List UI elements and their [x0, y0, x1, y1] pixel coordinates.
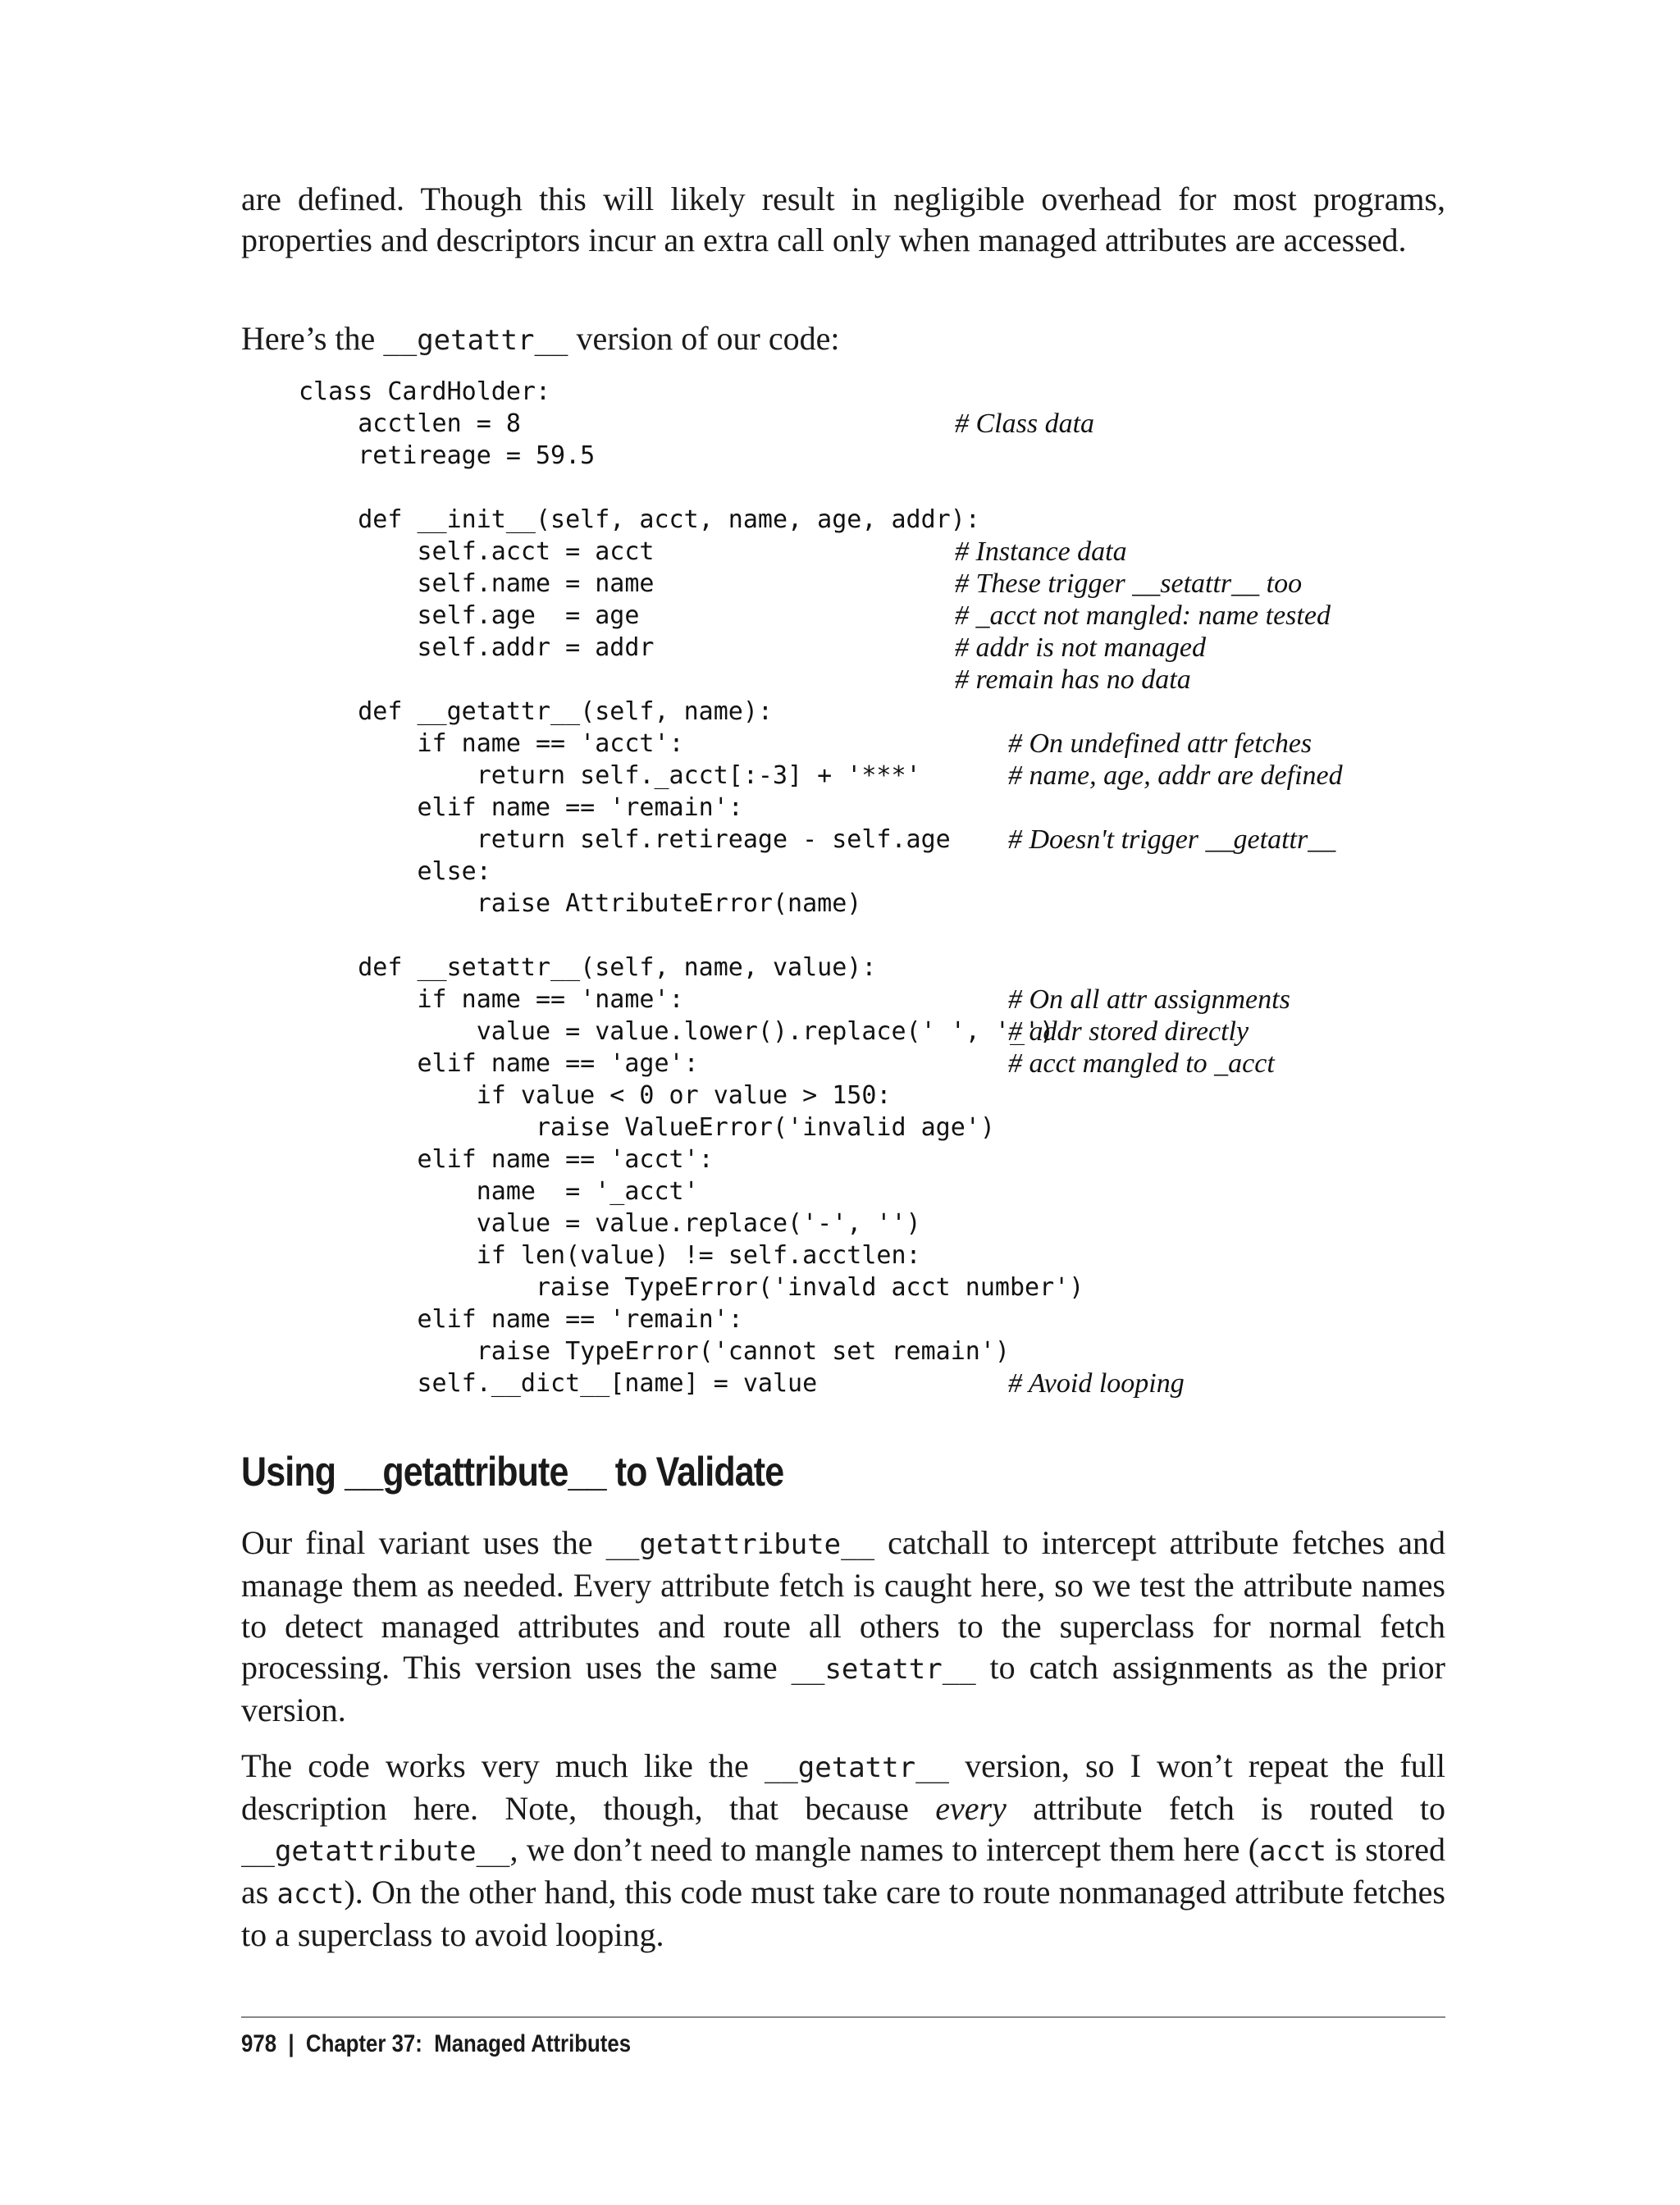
inline-code-getattr: __getattr__: [383, 324, 568, 357]
emphasis-text: every: [935, 1790, 1007, 1827]
body-text: The code works very much like the: [241, 1747, 765, 1784]
body-paragraph-description: [241, 1746, 1445, 1956]
code-comments-init: # Class data # Instance data # These trigger __setattr__ too # _acct not mangled: name tested # addr is not managed # remain has no data: [955, 409, 1331, 695]
code-intro-text-end: version of our code:: [568, 320, 840, 357]
intro-paragraph: are defined. Though this will likely result in negligible overhead for most programs, properties and descriptors incur an extra call only when managed attributes are accessed.: [241, 180, 1445, 258]
body-text: , we don’t need to mangle names to intercept them here (: [509, 1831, 1260, 1868]
footer-divider: [241, 2016, 1445, 2018]
code-comments-getattr: # On undefined attr fetches # name, age, addr are defined # Doesn't trigger __getattr__: [1008, 728, 1343, 855]
inline-code: acct: [1259, 1835, 1326, 1868]
body-text: catchall to intercept attribute fetches and manage them as needed. Every attribute fetch is caught here, so we test the attribute names to detect managed attributes and route all others to the superclass for normal fetch processing. This version uses the same: [241, 1524, 1445, 1686]
code-intro-text: Here’s the: [241, 320, 384, 357]
inline-code: __getattribute__: [605, 1528, 875, 1561]
section-heading: Using __getattribute__ to Validate: [241, 1449, 784, 1495]
page-footer: 978 | Chapter 37: Managed Attributes: [241, 2030, 632, 2057]
body-text: is stored as: [241, 1831, 1446, 1911]
body-text: version, so I won’t repeat the full description here. Note, though, that because: [241, 1747, 1445, 1827]
inline-code: __getattr__: [764, 1751, 950, 1784]
body-paragraph-getattribute: [241, 1522, 1445, 1731]
code-comments-setattr: # On all attr assignments # addr stored directly # acct mangled to _acct: [1008, 984, 1290, 1079]
inline-code: acct: [276, 1878, 345, 1911]
body-text: attribute fetch is routed to: [1006, 1790, 1446, 1827]
code-listing: class CardHolder: acctlen = 8 retireage = 59.5 def __init__(self, acct, name, age, addr): self.acct = acct self.name = name self.age = age self.addr = addr def __getattr__(self, name): if name == 'acct': return self._acct[:-3] + '***' elif name == 'remain': return self.retireage - self.age else: raise AttributeError(name) def __setattr__(self, name, value): if name == 'name': value = value.lower().replace(' ', '_') elif name == 'age': if value < 0 or value > 150: raise ValueError('invalid age') elif name == 'acct': name = '_acct' value = value.replace('-', '') if len(value) != self.acctlen: raise TypeError('invald acct number') elif name == 'remain': raise TypeError('cannot set remain') self.__dict__[name] = value: [299, 377, 1084, 1398]
inline-code: __getattribute__: [241, 1835, 510, 1868]
inline-code: __setattr__: [791, 1653, 976, 1686]
code-comment-avoid-looping: # Avoid looping: [1008, 1368, 1185, 1399]
body-text: ). On the other hand, this code must take care to route nonmanaged attribute fetches to a superclass to avoid looping.: [241, 1874, 1446, 1953]
body-text: to catch assignments as the prior version.: [241, 1649, 1445, 1728]
body-text: Our final variant uses the: [241, 1524, 606, 1561]
code-intro-paragraph: [241, 318, 1445, 361]
